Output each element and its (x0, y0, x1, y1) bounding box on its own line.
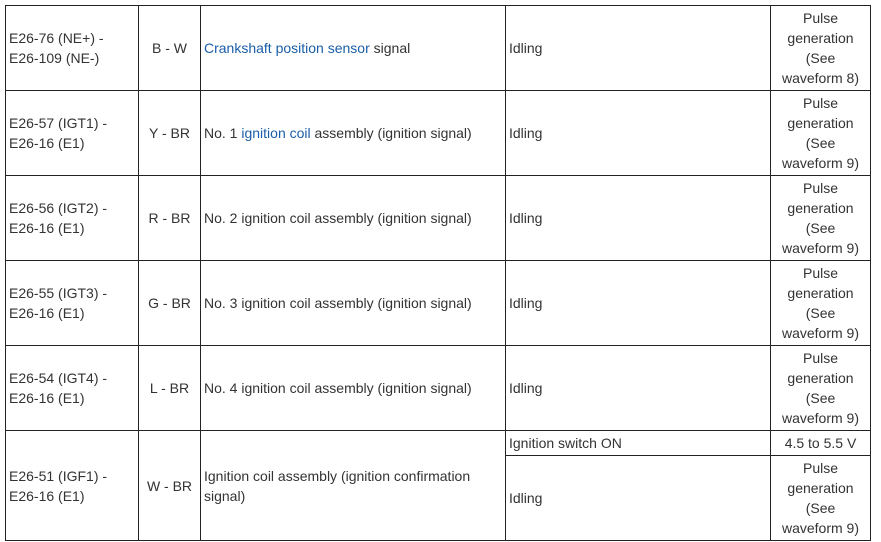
condition-cell: Idling (506, 346, 771, 431)
condition-cell: Idling (506, 6, 771, 91)
item-cell (201, 6, 506, 91)
table-row (6, 6, 871, 91)
table-row (6, 91, 871, 176)
terminal-spec-table (5, 5, 871, 541)
item-cell: No. 3 ignition coil assembly (ignition signal) (201, 261, 506, 346)
condition-cell: Idling (506, 456, 771, 541)
item-cell: No. 2 ignition coil assembly (ignition signal) (201, 176, 506, 261)
table-row (6, 261, 871, 346)
item-cell: Ignition coil assembly (ignition confirmation signal) (201, 431, 506, 541)
condition-cell: Idling (506, 261, 771, 346)
condition-cell: Idling (506, 176, 771, 261)
spec-cell: Pulse generation (See waveform 8) (771, 6, 871, 91)
item-cell (201, 91, 506, 176)
table-row (6, 176, 871, 261)
spec-cell: Pulse generation (See waveform 9) (771, 456, 871, 541)
table-row (6, 346, 871, 431)
wire-color-cell: W - BR (139, 431, 201, 541)
item-text: No. 1 (204, 125, 242, 141)
item-text: assembly (ignition signal) (310, 125, 472, 141)
spec-cell: Pulse generation (See waveform 9) (771, 346, 871, 431)
spec-cell: Pulse generation (See waveform 9) (771, 91, 871, 176)
wire-color-cell: L - BR (139, 346, 201, 431)
spec-cell: Pulse generation (See waveform 9) (771, 261, 871, 346)
condition-cell: Ignition switch ON (506, 431, 771, 456)
terminal-cell: E26-55 (IGT3) - E26-16 (E1) (6, 261, 139, 346)
wire-color-cell: B - W (139, 6, 201, 91)
crankshaft-position-sensor-link[interactable]: Crankshaft position sensor (204, 40, 370, 56)
item-cell: No. 4 ignition coil assembly (ignition signal) (201, 346, 506, 431)
terminal-cell: E26-54 (IGT4) - E26-16 (E1) (6, 346, 139, 431)
ignition-coil-link[interactable]: ignition coil (241, 125, 311, 141)
condition-cell: Idling (506, 91, 771, 176)
spec-cell: Pulse generation (See waveform 9) (771, 176, 871, 261)
wire-color-cell: G - BR (139, 261, 201, 346)
item-text: signal (369, 40, 411, 56)
terminal-cell: E26-56 (IGT2) - E26-16 (E1) (6, 176, 139, 261)
terminal-cell: E26-51 (IGF1) - E26-16 (E1) (6, 431, 139, 541)
table-row (6, 431, 871, 456)
terminal-cell: E26-57 (IGT1) - E26-16 (E1) (6, 91, 139, 176)
wire-color-cell: Y - BR (139, 91, 201, 176)
spec-cell: 4.5 to 5.5 V (771, 431, 871, 456)
terminal-cell: E26-76 (NE+) - E26-109 (NE-) (6, 6, 139, 91)
wire-color-cell: R - BR (139, 176, 201, 261)
